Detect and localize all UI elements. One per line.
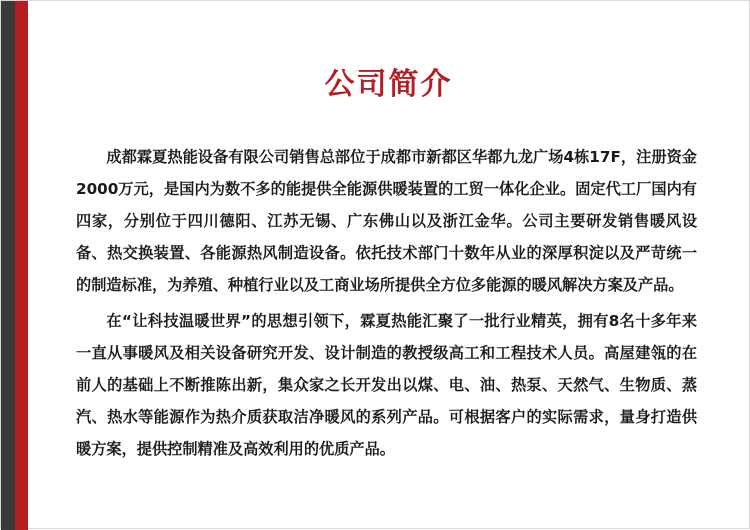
document-content — [28, 1, 749, 528]
accent-bar-dark — [1, 1, 15, 530]
paragraph-1: 成都霖夏热能设备有限公司销售总部位于成都市新都区华都九龙广场4栋17F，注册资金2000万元，是国内为数不多的能提供全能源供暖装置的工贸一体化企业。固定代工厂国内有四家，分别位于四川德阳、江苏无锡、广东佛山以及浙江金华。公司主要研发销售暖风设备、热交换装置、各能源热风制造设备。依托技术部门十数年从业的深厚积淀以及严苛统一的制造标准，为养殖、种植行业以及工商业场所提供全方位多能源的暖风解决方案及产品。 — [76, 148, 697, 294]
page-title: 公司简介 — [324, 67, 453, 102]
accent-bar-red — [15, 1, 28, 530]
paragraph-2: 在“让科技温暖世界”的思想引领下，霖夏热能汇聚了一批行业精英，拥有8名十多年来一直从事暖风及相关设备研究开发、设计制造的教授级高工和工程技术人员。高屋建瓴的在前人的基础上不断推陈出新，集众家之长开发出以煤、电、油、热泵、天然气、生物质、蒸汽、热水等能源作为热介质获取洁净暖风的系列产品。可根据客户的实际需求，量身打造供暖方案，提供控制精准及高效利用的优质产品。 — [76, 312, 697, 458]
company-profile-body — [76, 141, 697, 465]
